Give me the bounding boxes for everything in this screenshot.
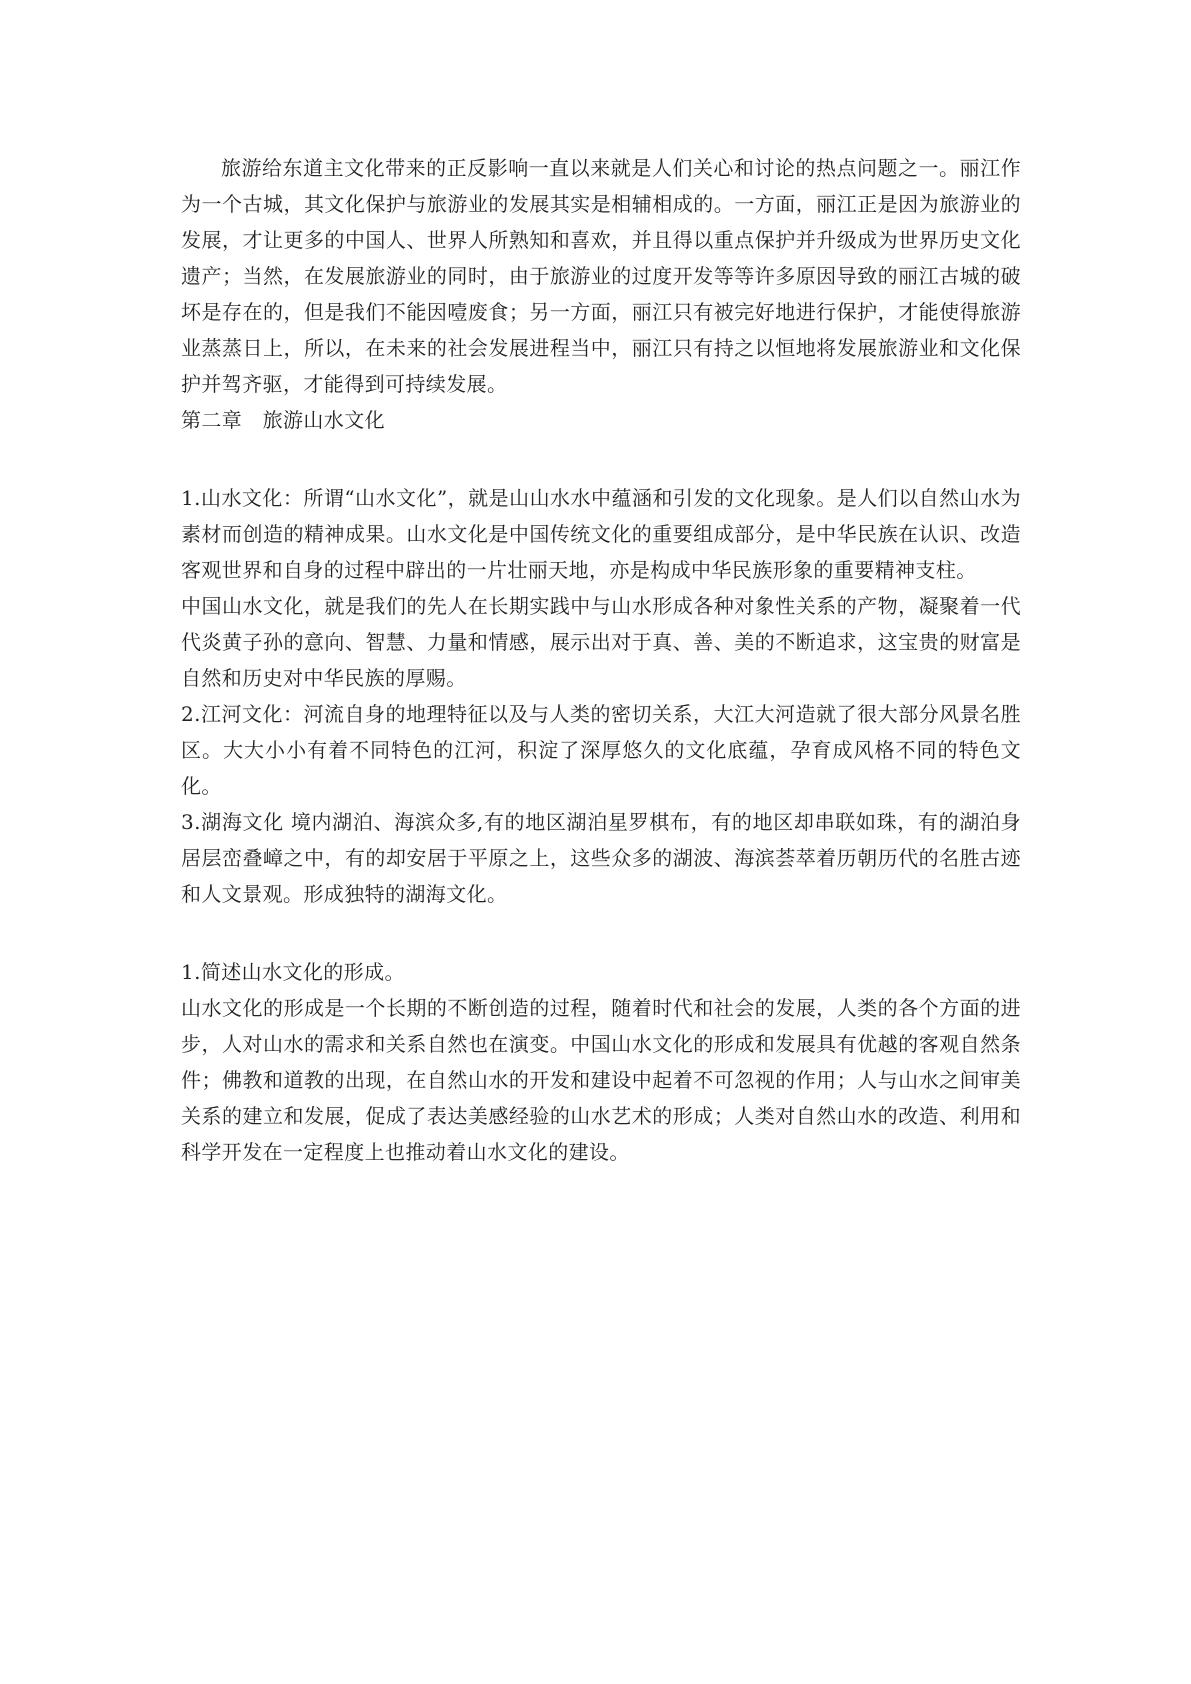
item-river-culture: 2.江河文化：河流自身的地理特征以及与人类的密切关系，大江大河造就了很大部分风景名胜区。大大小小有着不同特色的江河，积淀了深厚悠久的文化底蕴，孕育成风格不同的特色文化。 xyxy=(181,702,1021,798)
item-lake-sea-culture: 3.湖海文化 境内湖泊、海滨众多,有的地区湖泊星罗棋布，有的地区却串联如珠，有的湖泊身居层峦叠嶂之中，有的却安居于平原之上，这些众多的湖波、海滨荟萃着历朝历代的名胜古迹和人文景观。形成独特的湖海文化。 xyxy=(181,810,1021,906)
item-mountain-water-culture: 1.山水文化：所谓“山水文化”，就是山山水水中蕴涵和引发的文化现象。是人们以自然山水为素材而创造的精神成果。山水文化是中国传统文化的重要组成部分，是中华民族在认识、改造客观世界和自身的过程中辟出的一片壮丽天地，亦是构成中华民族形象的重要精神支柱。 xyxy=(181,486,1021,582)
intro-paragraph: 旅游给东道主文化带来的正反影响一直以来就是人们关心和讨论的热点问题之一。丽江作为一个古城，其文化保护与旅游业的发展其实是相辅相成的。一方面，丽江正是因为旅游业的发展，才让更多的中国人、世界人所熟知和喜欢，并且得以重点保护并升级成为世界历史文化遗产；当然，在发展旅游业的同时，由于旅游业的过度开发等等许多原因导致的丽江古城的破坏是存在的，但是我们不能因噎废食；另一方面，丽江只有被完好地进行保护，才能使得旅游业蒸蒸日上，所以，在未来的社会发展进程当中，丽江只有持之以恒地将发展旅游业和文化保护并驾齐驱，才能得到可持续发展。 xyxy=(181,156,1021,396)
chapter-heading: 第二章 旅游山水文化 xyxy=(181,408,385,432)
question-answer: 山水文化的形成是一个长期的不断创造的过程，随着时代和社会的发展，人类的各个方面的进步，人对山水的需求和关系自然也在演变。中国山水文化的形成和发展具有优越的客观自然条件；佛教和道教的出现，在自然山水的开发和建设中起着不可忽视的作用；人与山水之间审美关系的建立和发展，促成了表达美感经验的山水艺术的形成；人类对自然山水的改造、利用和科学开发在一定程度上也推动着山水文化的建设。 xyxy=(181,996,1021,1164)
item-mountain-water-continuation: 中国山水文化，就是我们的先人在长期实践中与山水形成各种对象性关系的产物，凝聚着一代代炎黄子孙的意向、智慧、力量和情感，展示出对于真、善、美的不断追求，这宝贵的财富是自然和历史对中华民族的厚赐。 xyxy=(181,594,1021,690)
document-body xyxy=(181,150,1021,1170)
question-heading: 1.简述山水文化的形成。 xyxy=(181,960,405,984)
